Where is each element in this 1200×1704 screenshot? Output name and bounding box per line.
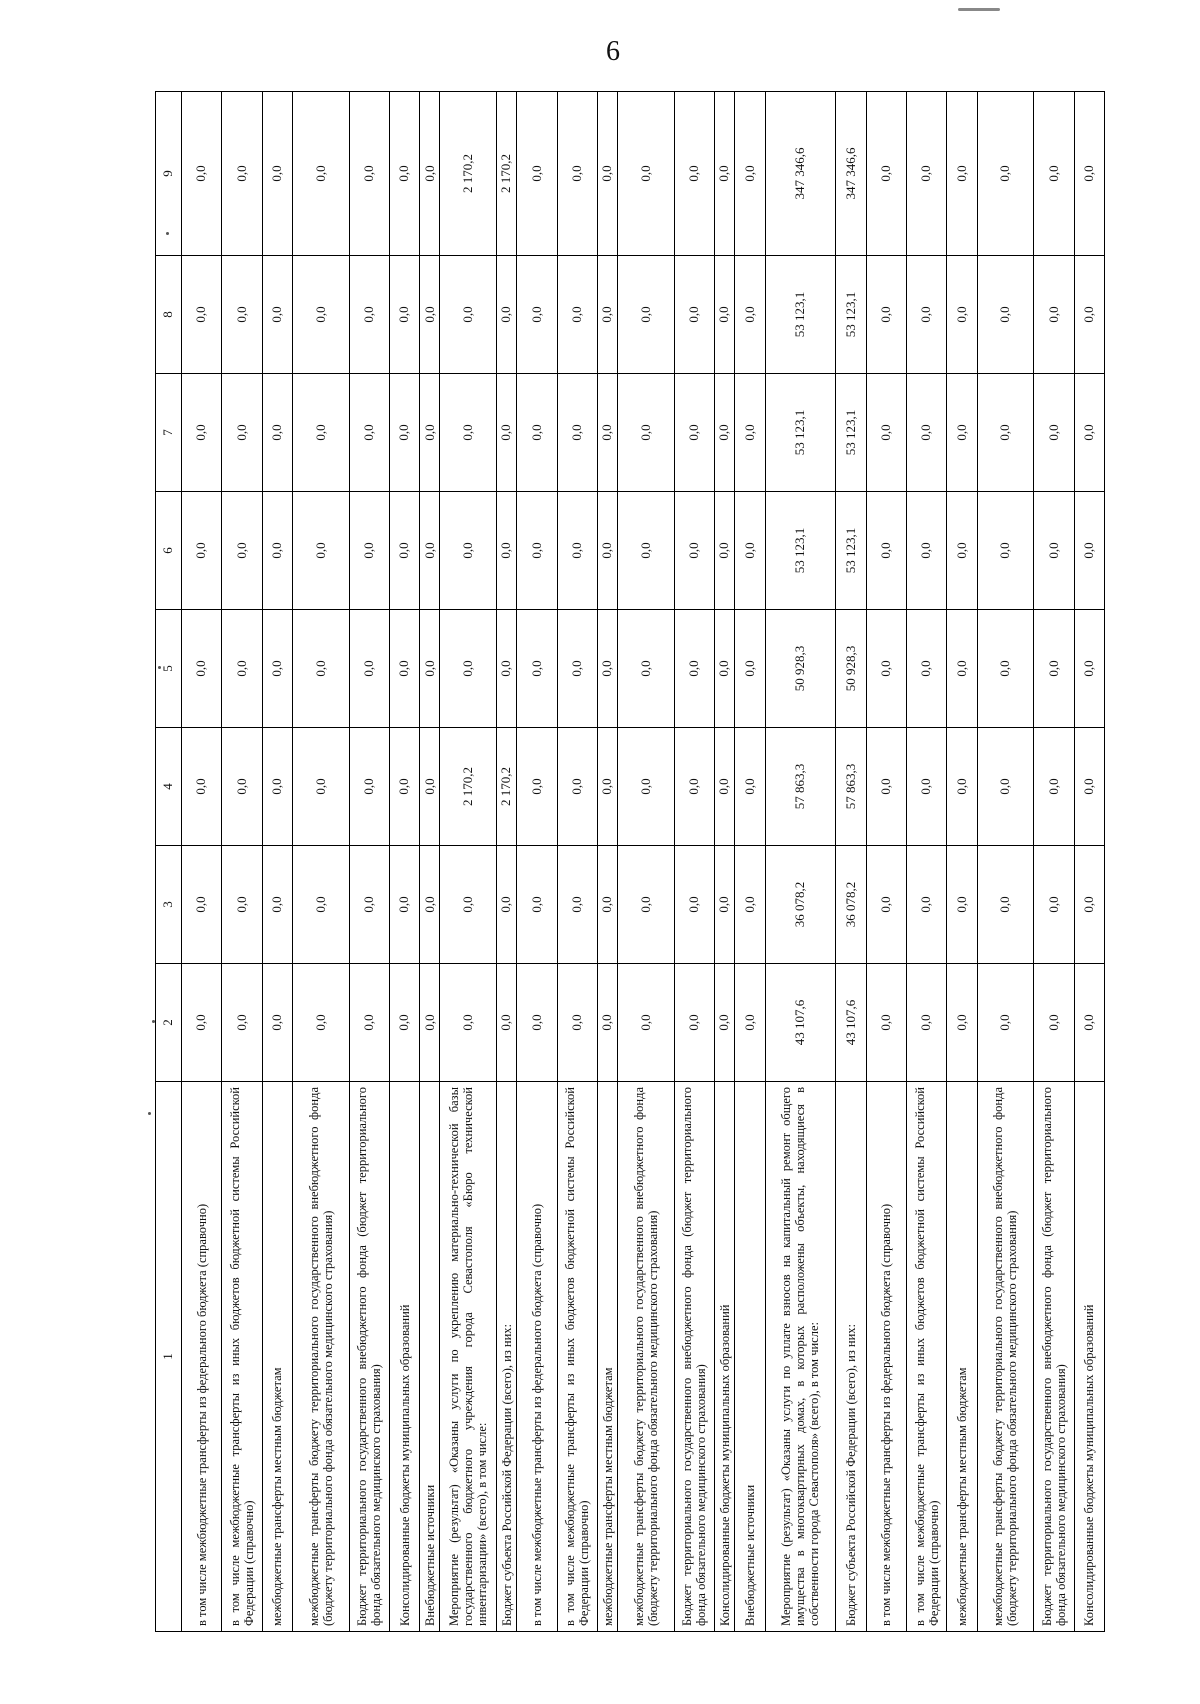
- value-cell: 0,0: [349, 846, 389, 964]
- row-label: Бюджет территориального государственного внебюджетного фонда (бюджет территориального фонда обязательного медицинского страхования): [1034, 1082, 1074, 1632]
- value-cell: 0,0: [222, 256, 262, 374]
- value-cell: 0,0: [420, 728, 440, 846]
- value-cell: 0,0: [906, 610, 946, 728]
- value-cell: 0,0: [866, 92, 906, 256]
- value-cell: 0,0: [674, 846, 714, 964]
- table-row: [906, 92, 946, 1632]
- value-cell: 0,0: [440, 964, 497, 1082]
- value-cell: 0,0: [222, 846, 262, 964]
- value-cell: 0,0: [618, 492, 675, 610]
- value-cell: 0,0: [557, 846, 597, 964]
- value-cell: 0,0: [947, 610, 977, 728]
- value-cell: 0,0: [735, 728, 765, 846]
- value-cell: 0,0: [674, 256, 714, 374]
- table-row: [597, 92, 617, 1632]
- value-cell: 0,0: [947, 92, 977, 256]
- column-header: 9: [156, 92, 182, 256]
- budget-table: [155, 91, 1105, 1632]
- value-cell: 0,0: [517, 964, 557, 1082]
- value-cell: 0,0: [420, 492, 440, 610]
- value-cell: 0,0: [866, 610, 906, 728]
- row-label: межбюджетные трансферты местным бюджетам: [262, 1082, 292, 1632]
- value-cell: 0,0: [222, 374, 262, 492]
- value-cell: 0,0: [557, 964, 597, 1082]
- value-cell: 0,0: [182, 374, 222, 492]
- row-label: в том числе межбюджетные трансферты из иных бюджетов бюджетной системы Российской Федерации (справочно): [906, 1082, 946, 1632]
- value-cell: 0,0: [618, 256, 675, 374]
- value-cell: 0,0: [420, 610, 440, 728]
- value-cell: 0,0: [182, 846, 222, 964]
- row-label: Бюджет территориального государственного внебюджетного фонда (бюджет территориального фонда обязательного медицинского страхования): [349, 1082, 389, 1632]
- value-cell: 0,0: [390, 256, 420, 374]
- table-row: [866, 92, 906, 1632]
- row-label: в том числе межбюджетные трансферты из иных бюджетов бюджетной системы Российской Федерации (справочно): [222, 1082, 262, 1632]
- row-label: межбюджетные трансферты бюджету территориального государственного внебюджетного фонда (бюджету территориального фонда обязательного медицинского страхования): [618, 1082, 675, 1632]
- value-cell: 0,0: [735, 374, 765, 492]
- value-cell: 0,0: [977, 256, 1034, 374]
- value-cell: 0,0: [947, 256, 977, 374]
- row-label: межбюджетные трансферты местным бюджетам: [947, 1082, 977, 1632]
- value-cell: 0,0: [497, 964, 517, 1082]
- table-row: [182, 92, 222, 1632]
- value-cell: 0,0: [440, 492, 497, 610]
- row-label: Консолидированные бюджеты муниципальных образований: [390, 1082, 420, 1632]
- value-cell: 0,0: [735, 846, 765, 964]
- value-cell: 0,0: [906, 964, 946, 1082]
- value-cell: 0,0: [349, 92, 389, 256]
- table-row: [1034, 92, 1074, 1632]
- value-cell: 0,0: [182, 728, 222, 846]
- value-cell: 2 170,2: [497, 92, 517, 256]
- value-cell: 0,0: [1074, 92, 1104, 256]
- value-cell: 0,0: [293, 846, 350, 964]
- table-row: [262, 92, 292, 1632]
- table-row: [349, 92, 389, 1632]
- value-cell: 0,0: [390, 610, 420, 728]
- value-cell: 0,0: [906, 92, 946, 256]
- row-label: в том числе межбюджетные трансферты из федерального бюджета (справочно): [517, 1082, 557, 1632]
- column-header: 8: [156, 256, 182, 374]
- value-cell: 53 123,1: [836, 492, 866, 610]
- column-header: 1: [156, 1082, 182, 1632]
- value-cell: 0,0: [597, 610, 617, 728]
- row-label: межбюджетные трансферты бюджету территориального государственного внебюджетного фонда (бюджету территориального фонда обязательного медицинского страхования): [977, 1082, 1034, 1632]
- value-cell: 43 107,6: [836, 964, 866, 1082]
- row-label: Консолидированные бюджеты муниципальных образований: [1074, 1082, 1104, 1632]
- table-row: [1074, 92, 1104, 1632]
- table-row: [420, 92, 440, 1632]
- value-cell: 0,0: [1034, 492, 1074, 610]
- column-header: 2: [156, 964, 182, 1082]
- value-cell: 0,0: [517, 610, 557, 728]
- row-label: Бюджет субъекта Российской Федерации (всего), из них:: [836, 1082, 866, 1632]
- value-cell: 0,0: [866, 846, 906, 964]
- page-number: 6: [606, 36, 620, 67]
- value-cell: 0,0: [222, 492, 262, 610]
- column-header: 4: [156, 728, 182, 846]
- row-label: в том числе межбюджетные трансферты из федерального бюджета (справочно): [866, 1082, 906, 1632]
- value-cell: 0,0: [906, 728, 946, 846]
- column-header: 3: [156, 846, 182, 964]
- table-row: [836, 92, 866, 1632]
- value-cell: 0,0: [517, 728, 557, 846]
- value-cell: 0,0: [1074, 256, 1104, 374]
- value-cell: 53 123,1: [765, 256, 836, 374]
- value-cell: 0,0: [517, 256, 557, 374]
- value-cell: 0,0: [293, 374, 350, 492]
- value-cell: 36 078,2: [836, 846, 866, 964]
- table-row: [715, 92, 735, 1632]
- value-cell: 0,0: [293, 492, 350, 610]
- value-cell: 0,0: [293, 728, 350, 846]
- value-cell: 0,0: [1074, 728, 1104, 846]
- value-cell: 0,0: [866, 964, 906, 1082]
- value-cell: 0,0: [1034, 964, 1074, 1082]
- value-cell: 0,0: [440, 846, 497, 964]
- value-cell: 0,0: [557, 492, 597, 610]
- value-cell: 0,0: [715, 728, 735, 846]
- value-cell: 0,0: [557, 374, 597, 492]
- value-cell: 0,0: [618, 846, 675, 964]
- value-cell: 0,0: [977, 374, 1034, 492]
- value-cell: 0,0: [618, 374, 675, 492]
- value-cell: 0,0: [517, 492, 557, 610]
- column-header: 5: [156, 610, 182, 728]
- value-cell: 0,0: [735, 256, 765, 374]
- value-cell: 53 123,1: [836, 374, 866, 492]
- value-cell: 0,0: [906, 846, 946, 964]
- value-cell: 0,0: [597, 728, 617, 846]
- value-cell: 0,0: [906, 374, 946, 492]
- value-cell: 0,0: [735, 610, 765, 728]
- value-cell: 57 863,3: [765, 728, 836, 846]
- value-cell: 0,0: [597, 492, 617, 610]
- value-cell: 0,0: [906, 256, 946, 374]
- row-label: межбюджетные трансферты бюджету территориального государственного внебюджетного фонда (бюджету территориального фонда обязательного медицинского страхования): [293, 1082, 350, 1632]
- table-row: [947, 92, 977, 1632]
- table-row: [390, 92, 420, 1632]
- value-cell: 0,0: [674, 492, 714, 610]
- value-cell: 0,0: [977, 964, 1034, 1082]
- table-row: [618, 92, 675, 1632]
- value-cell: 0,0: [497, 846, 517, 964]
- value-cell: 0,0: [947, 492, 977, 610]
- table-row: [293, 92, 350, 1632]
- value-cell: 0,0: [866, 374, 906, 492]
- value-cell: 0,0: [420, 846, 440, 964]
- scan-speck: [148, 1112, 151, 1115]
- value-cell: 50 928,3: [836, 610, 866, 728]
- value-cell: 2 170,2: [440, 728, 497, 846]
- value-cell: 0,0: [977, 846, 1034, 964]
- value-cell: 0,0: [293, 964, 350, 1082]
- value-cell: 0,0: [293, 92, 350, 256]
- table-row: [517, 92, 557, 1632]
- value-cell: 0,0: [390, 92, 420, 256]
- table-row: [735, 92, 765, 1632]
- value-cell: 0,0: [262, 964, 292, 1082]
- value-cell: 0,0: [349, 964, 389, 1082]
- scan-mark: [958, 8, 1000, 11]
- value-cell: 0,0: [517, 374, 557, 492]
- value-cell: 0,0: [1074, 610, 1104, 728]
- table-row: [674, 92, 714, 1632]
- value-cell: 0,0: [557, 728, 597, 846]
- value-cell: 0,0: [674, 728, 714, 846]
- row-label: Консолидированные бюджеты муниципальных образований: [715, 1082, 735, 1632]
- value-cell: 0,0: [262, 492, 292, 610]
- value-cell: 0,0: [390, 374, 420, 492]
- value-cell: 0,0: [262, 610, 292, 728]
- table-row: [497, 92, 517, 1632]
- value-cell: 2 170,2: [497, 728, 517, 846]
- value-cell: 0,0: [1074, 846, 1104, 964]
- value-cell: 53 123,1: [765, 374, 836, 492]
- value-cell: 2 170,2: [440, 92, 497, 256]
- value-cell: 0,0: [262, 846, 292, 964]
- row-label: межбюджетные трансферты местным бюджетам: [597, 1082, 617, 1632]
- value-cell: 0,0: [420, 374, 440, 492]
- value-cell: 0,0: [390, 728, 420, 846]
- value-cell: 0,0: [557, 92, 597, 256]
- value-cell: 0,0: [1034, 92, 1074, 256]
- value-cell: 0,0: [557, 256, 597, 374]
- value-cell: 0,0: [597, 374, 617, 492]
- value-cell: 0,0: [597, 846, 617, 964]
- value-cell: 0,0: [977, 610, 1034, 728]
- row-label: Мероприятие (результат) «Оказаны услуги по уплате взносов на капитальный ремонт общего имущества в многоквартирных домах, в которых расположены объекты, находящиеся в собственности города Севастополя» (всего), в том числе:: [765, 1082, 836, 1632]
- value-cell: 53 123,1: [836, 256, 866, 374]
- table-row: [440, 92, 497, 1632]
- value-cell: 0,0: [440, 256, 497, 374]
- value-cell: 0,0: [497, 492, 517, 610]
- table-row: [977, 92, 1034, 1632]
- value-cell: 0,0: [735, 964, 765, 1082]
- row-label: Внебюджетные источники: [420, 1082, 440, 1632]
- value-cell: 0,0: [557, 610, 597, 728]
- value-cell: 0,0: [262, 256, 292, 374]
- row-label: в том числе межбюджетные трансферты из федерального бюджета (справочно): [182, 1082, 222, 1632]
- value-cell: 0,0: [1074, 374, 1104, 492]
- value-cell: 0,0: [222, 964, 262, 1082]
- value-cell: 0,0: [947, 728, 977, 846]
- value-cell: 0,0: [735, 92, 765, 256]
- value-cell: 0,0: [182, 610, 222, 728]
- value-cell: 0,0: [517, 92, 557, 256]
- value-cell: 0,0: [182, 92, 222, 256]
- value-cell: 0,0: [715, 492, 735, 610]
- value-cell: 0,0: [715, 964, 735, 1082]
- header-row: [156, 92, 182, 1632]
- value-cell: 0,0: [420, 964, 440, 1082]
- value-cell: 0,0: [715, 256, 735, 374]
- column-header: 7: [156, 374, 182, 492]
- value-cell: 0,0: [182, 256, 222, 374]
- value-cell: 0,0: [222, 92, 262, 256]
- value-cell: 0,0: [674, 374, 714, 492]
- value-cell: 0,0: [1034, 846, 1074, 964]
- value-cell: 0,0: [517, 846, 557, 964]
- value-cell: 0,0: [349, 374, 389, 492]
- value-cell: 0,0: [222, 728, 262, 846]
- value-cell: 0,0: [1074, 964, 1104, 1082]
- value-cell: 0,0: [866, 728, 906, 846]
- value-cell: 0,0: [674, 964, 714, 1082]
- value-cell: 53 123,1: [765, 492, 836, 610]
- value-cell: 0,0: [715, 374, 735, 492]
- table-row: [557, 92, 597, 1632]
- value-cell: 0,0: [618, 92, 675, 256]
- row-label: Бюджет субъекта Российской Федерации (всего), из них:: [497, 1082, 517, 1632]
- row-label: Внебюджетные источники: [735, 1082, 765, 1632]
- value-cell: 0,0: [618, 610, 675, 728]
- value-cell: 0,0: [349, 728, 389, 846]
- value-cell: 0,0: [1034, 256, 1074, 374]
- table-body: [182, 92, 1105, 1632]
- value-cell: 0,0: [866, 492, 906, 610]
- value-cell: 43 107,6: [765, 964, 836, 1082]
- value-cell: 0,0: [390, 492, 420, 610]
- value-cell: 0,0: [497, 374, 517, 492]
- row-label: Бюджет территориального государственного внебюджетного фонда (бюджет территориального фонда обязательного медицинского страхования): [674, 1082, 714, 1632]
- value-cell: 36 078,2: [765, 846, 836, 964]
- value-cell: 0,0: [440, 374, 497, 492]
- value-cell: 0,0: [597, 92, 617, 256]
- value-cell: 0,0: [262, 728, 292, 846]
- value-cell: 0,0: [182, 964, 222, 1082]
- value-cell: 0,0: [349, 610, 389, 728]
- value-cell: 0,0: [1074, 492, 1104, 610]
- value-cell: 0,0: [977, 492, 1034, 610]
- value-cell: 0,0: [390, 964, 420, 1082]
- value-cell: 0,0: [420, 92, 440, 256]
- value-cell: 0,0: [715, 92, 735, 256]
- value-cell: 0,0: [597, 256, 617, 374]
- value-cell: 0,0: [293, 256, 350, 374]
- value-cell: 0,0: [262, 92, 292, 256]
- value-cell: 0,0: [390, 846, 420, 964]
- value-cell: 0,0: [1034, 728, 1074, 846]
- value-cell: 0,0: [977, 92, 1034, 256]
- value-cell: 0,0: [182, 492, 222, 610]
- value-cell: 0,0: [977, 728, 1034, 846]
- value-cell: 0,0: [715, 846, 735, 964]
- value-cell: 0,0: [349, 492, 389, 610]
- table-row: [222, 92, 262, 1632]
- column-header: 6: [156, 492, 182, 610]
- value-cell: 0,0: [349, 256, 389, 374]
- value-cell: 0,0: [597, 964, 617, 1082]
- value-cell: 0,0: [947, 846, 977, 964]
- value-cell: 0,0: [715, 610, 735, 728]
- value-cell: 0,0: [222, 610, 262, 728]
- row-label: Мероприятие (результат) «Оказаны услуги по укреплению материально-технической базы государственного бюджетного учреждения города Севастополя «Бюро технической инвентаризации» (всего), в том числе:: [440, 1082, 497, 1632]
- value-cell: 347 346,6: [836, 92, 866, 256]
- value-cell: 0,0: [618, 728, 675, 846]
- value-cell: 0,0: [674, 610, 714, 728]
- value-cell: 0,0: [735, 492, 765, 610]
- value-cell: 0,0: [420, 256, 440, 374]
- table-row: [765, 92, 836, 1632]
- value-cell: 0,0: [497, 256, 517, 374]
- value-cell: 0,0: [674, 92, 714, 256]
- value-cell: 0,0: [618, 964, 675, 1082]
- value-cell: 0,0: [293, 610, 350, 728]
- value-cell: 0,0: [1034, 374, 1074, 492]
- value-cell: 57 863,3: [836, 728, 866, 846]
- value-cell: 0,0: [497, 610, 517, 728]
- value-cell: 0,0: [947, 964, 977, 1082]
- value-cell: 0,0: [440, 610, 497, 728]
- value-cell: 0,0: [866, 256, 906, 374]
- value-cell: 0,0: [1034, 610, 1074, 728]
- value-cell: 0,0: [906, 492, 946, 610]
- value-cell: 0,0: [947, 374, 977, 492]
- value-cell: 0,0: [262, 374, 292, 492]
- row-label: в том числе межбюджетные трансферты из иных бюджетов бюджетной системы Российской Федерации (справочно): [557, 1082, 597, 1632]
- value-cell: 347 346,6: [765, 92, 836, 256]
- value-cell: 50 928,3: [765, 610, 836, 728]
